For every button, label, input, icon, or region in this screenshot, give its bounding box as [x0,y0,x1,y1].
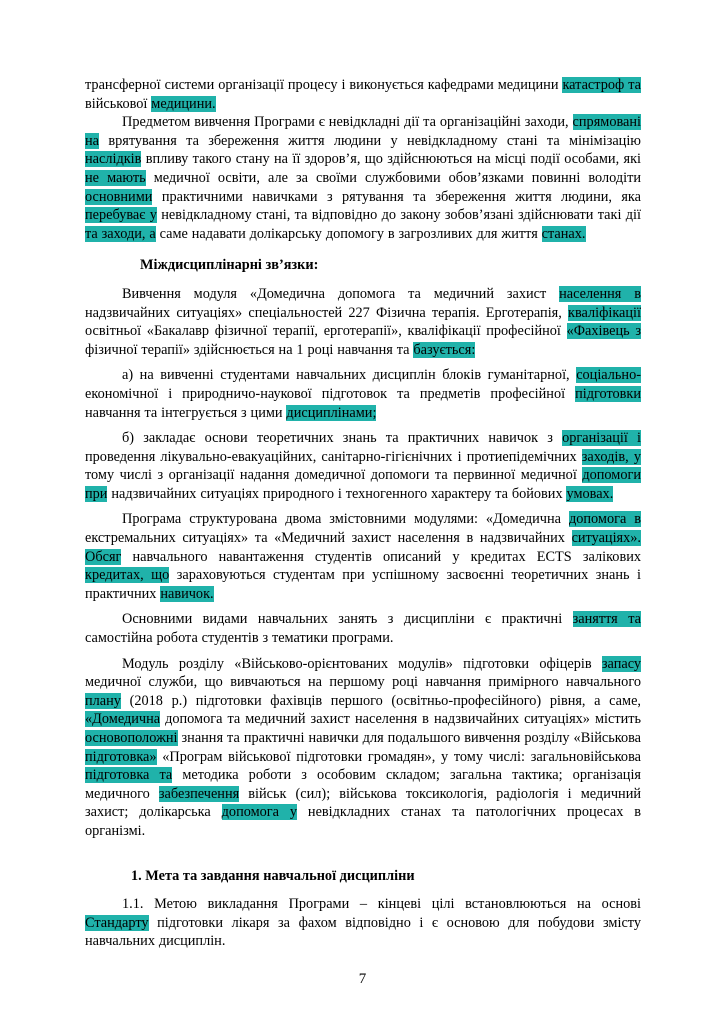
highlighted-text: умовах. [566,485,614,502]
paragraph-item-a [85,366,641,422]
highlighted-text: забезпечення [158,785,240,802]
highlighted-text: кредитах, що [85,567,170,584]
heading-interdisciplinary-links: Міждисциплінарні зв’язки: [140,257,319,274]
highlighted-text: спрямовані на [85,114,641,149]
text-run: зараховуються студентам при успішному засвоєнні теоретичних знань і практичних [85,567,641,602]
text-run: надзвичайних ситуаціях» спеціальностей 227 Фізична терапія. Ерготерапія, [85,304,568,321]
highlighted-text: плану [85,692,121,709]
paragraph-item-b [85,429,641,503]
section-heading-goal: 1. Мета та завдання навчальної дисципліни [131,867,415,884]
text-run: б) закладає основи теоретичних знань та практичних навичок з [122,430,563,447]
highlighted-text: підготовка та [85,767,173,784]
text-run: проведення лікувально-евакуаційних, санітарно-гігієнічних і протиепідемічних [85,448,582,465]
text-run: медичної освіти, але за своїми службовими обов’язками повинні володіти [145,169,641,186]
highlighted-text: «Домедична [85,711,161,728]
text-run: Модуль розділу «Військово-орієнтованих модулів» підготовки офіцерів [122,655,602,672]
text-run: трансферної системи організації процесу і виконується кафедрами медицини [85,77,563,93]
highlighted-text: «Фахівець з [566,323,642,340]
text-run: а) на вивченні студентами навчальних дисциплін блоків гуманітарної, [122,367,577,384]
text-run: 1.1. Метою викладання Програми – кінцеві цілі встановлюються на основі [122,896,641,913]
paragraph-program-subject [85,113,641,243]
highlighted-text: населення в [559,285,641,302]
text-run: навчання та інтегрується з цими [85,404,287,421]
highlighted-text: підготовки [575,385,641,402]
paragraph-program-structure [85,510,641,603]
text-run: самостійна робота студентів з тематики програми. [85,630,394,647]
paragraph-teaching-goal [85,895,641,951]
highlighted-text: катастроф та [562,77,641,93]
text-run: навчального навантаження студентів описаний у кредитах ECTS залікових [121,548,641,565]
text-run: економічної і природничо-наукової підготовок та предметів професійної [85,385,576,402]
highlighted-text: наслідків [85,151,142,168]
text-run: допомога та медичний захист населення в надзвичайних ситуаціях» містить [160,711,641,728]
highlighted-text: дисциплінами; [286,404,377,421]
text-run: невідкладному стані, та відповідно до закону зобов’язані здійснювати такі дії [156,207,641,224]
highlighted-text: допомога в [568,511,642,528]
text-run: підготовки лікаря за фахом відповідно і є основою для побудови змісту навчальних дисциплін. [85,914,641,950]
text-run: впливу такого стану на її здоров’я, що здійснюються на місці події особами, які [141,151,641,168]
text-run: фізичної терапії» здійснюється на 1 році навчання та [85,341,414,358]
text-run: Програма структурована двома змістовними модулями: «Домедична [122,511,569,528]
text-run: «Програм військової підготовки громадян», у тому числі: загальновійськова [156,748,641,765]
highlighted-text: підготовка» [85,748,157,765]
text-run: методика роботи з особовим складом; загальна тактика; організація медичного [85,767,641,802]
highlighted-text: та заходи, а [85,225,156,242]
text-run: (2018 р.) підготовки фахівців першого (освітньо-професійного) рівня, а саме, [120,692,641,709]
highlighted-text: запасу [601,655,641,672]
text-run: військової [85,95,152,112]
highlighted-text: організації і [562,430,641,447]
highlighted-text: заходів, у [581,448,641,465]
text-run: освітньої «Бакалавр фізичної терапії, ерготерапії», кваліфікації професійної [85,323,567,340]
text-run: практичними навичками з рятування та збереження життя людини, яка [152,188,641,205]
highlighted-text: ситуаціях». Обсяг [85,530,641,565]
highlighted-text: медицини. [151,95,216,112]
highlighted-text: перебуває у [85,207,157,224]
paragraph-module-study [85,285,641,359]
text-run: Основними видами навчальних занять з дисципліни є практичні [122,611,573,628]
text-run: невідкладних станах та патологічних процесах в організмі. [85,804,641,839]
document-content [85,76,641,958]
text-run: Предметом вивчення Програми є невідкладні дії та організаційні заходи, [122,114,573,131]
text-run: врятування та збереження життя людини у невідкладному стані та мінімізацію [99,132,641,149]
page-number: 7 [358,971,367,987]
highlighted-text: основоположні [85,730,178,746]
text-run: екстремальних ситуаціях» та «Медичний захист населення в надзвичайних [85,530,572,547]
highlighted-text: не мають [85,169,146,186]
text-run: Вивчення модуля «Домедична допомога та медичний захист [122,285,560,302]
highlighted-text: станах. [541,225,586,242]
highlighted-text: основними [85,188,153,205]
text-run: тому числі з організації надання домедичної допомоги та первинної медичної [85,467,583,484]
highlighted-text: Стандарту [85,914,149,931]
paragraph-transfer-system [85,76,641,113]
text-run: медичної служби, що вивчаються на першому році навчання примірного навчального [85,674,641,691]
text-run: знання та практичні навички для подальшого вивчення розділу «Військова [177,730,641,746]
highlighted-text: соціально- [576,367,641,384]
paragraph-lesson-types [85,610,641,647]
paragraph-military-module [85,655,641,841]
highlighted-text: заняття та [572,611,641,628]
text-run: саме надавати долікарську допомогу в загрозливих для життя [155,225,542,242]
highlighted-text: допомога у [221,804,298,821]
highlighted-text: кваліфікації [568,304,641,321]
highlighted-text: навичок. [160,585,214,602]
highlighted-text: базується: [413,341,476,358]
text-run: військ (сил); військова токсикологія, радіологія і медичний захист; долікарська [85,785,641,821]
highlighted-text: допомоги при [85,467,641,502]
text-run: надзвичайних ситуаціях природного і техногенного характеру та бойових [107,485,567,502]
